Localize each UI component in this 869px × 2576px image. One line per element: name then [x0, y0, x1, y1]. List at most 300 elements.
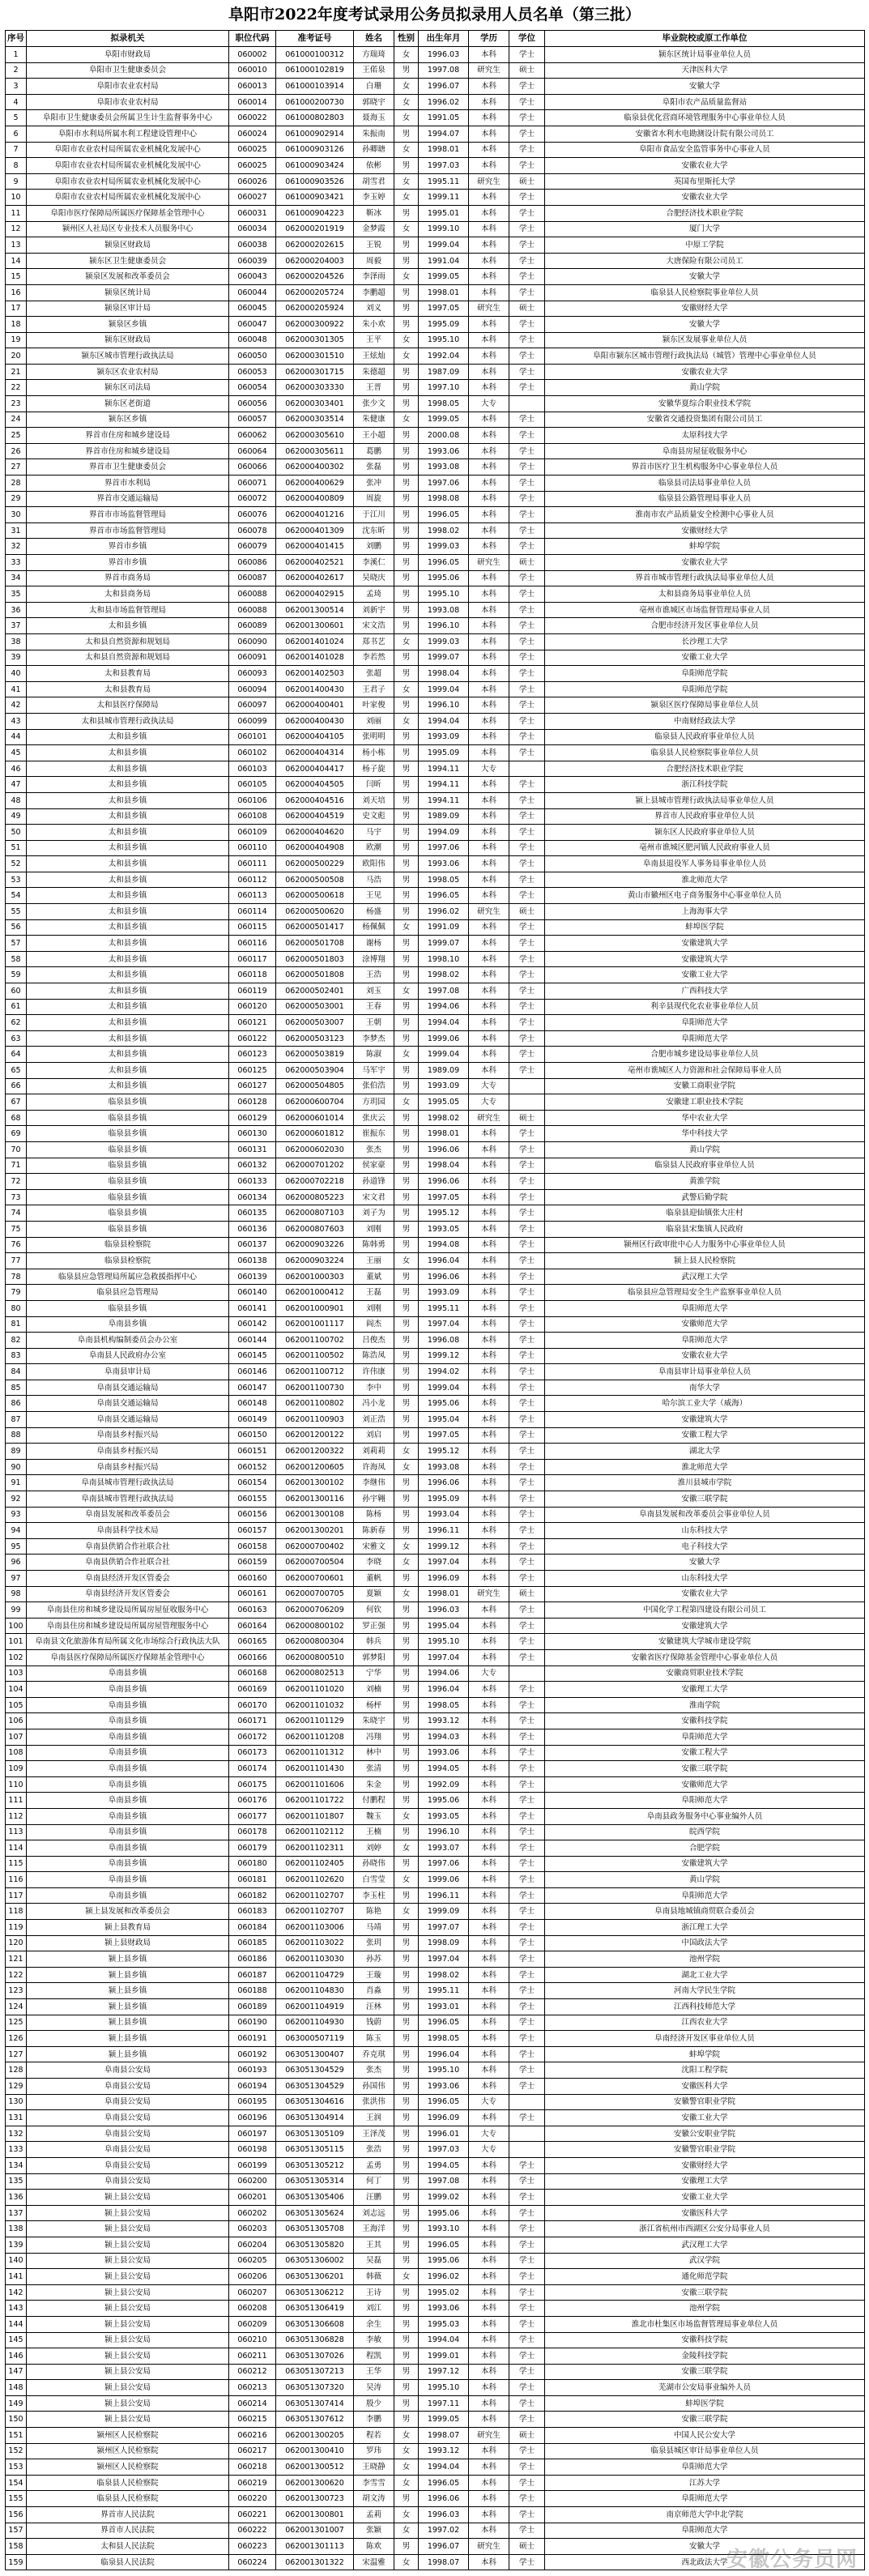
cell-name: 聂海玉	[354, 110, 394, 126]
cell-school: 临泉县迎仙镇张大庄村	[545, 1205, 865, 1222]
cell-birth: 1991.05	[419, 110, 469, 126]
cell-seq: 102	[6, 1649, 27, 1665]
cell-school: 阜阳师范学院	[545, 666, 865, 682]
cell-sex: 男	[394, 2142, 419, 2158]
cell-seq: 138	[6, 2221, 27, 2237]
cell-degree: 学士	[509, 825, 545, 841]
cell-unit: 阜阳市农业农村局	[27, 79, 229, 95]
cell-seq: 110	[6, 1776, 27, 1793]
cell-degree: 学士	[509, 1158, 545, 1174]
cell-seq: 90	[6, 1459, 27, 1475]
table-row	[6, 190, 865, 206]
cell-position-code: 060113	[229, 888, 276, 904]
cell-name: 周毅	[354, 253, 394, 269]
cell-sex: 男	[394, 253, 419, 269]
table-row	[6, 94, 865, 110]
cell-position-code: 060218	[229, 2459, 276, 2476]
cell-name: 韩薇	[354, 2269, 394, 2285]
cell-sex: 男	[394, 1761, 419, 1777]
cell-position-code: 060045	[229, 301, 276, 317]
table-row	[6, 1094, 865, 1111]
cell-name: 李泽雨	[354, 269, 394, 285]
table-row	[6, 269, 865, 285]
cell-education: 本科	[469, 522, 509, 539]
cell-sex: 女	[394, 269, 419, 285]
cell-sex: 男	[394, 872, 419, 888]
cell-school: 中南财经政法大学	[545, 713, 865, 729]
table-row	[6, 1697, 865, 1713]
cell-education: 本科	[469, 332, 509, 348]
cell-education: 本科	[469, 1030, 509, 1047]
cell-name: 何钦	[354, 1602, 394, 1619]
cell-school: 安徽公安职业学院	[545, 2126, 865, 2142]
cell-birth: 1998.02	[419, 522, 469, 539]
cell-name: 吕俊杰	[354, 1333, 394, 1349]
cell-education: 本科	[469, 1189, 509, 1205]
cell-birth: 1997.10	[419, 380, 469, 396]
cell-position-code: 060172	[229, 1729, 276, 1745]
header-birth: 出生年月	[419, 31, 469, 47]
cell-birth: 1994.04	[419, 1015, 469, 1031]
cell-unit: 临泉县乡镇	[27, 1094, 229, 1111]
cell-unit: 太和县教育局	[27, 666, 229, 682]
cell-education: 本科	[469, 2269, 509, 2285]
cell-exam-number: 061000904223	[276, 205, 354, 221]
cell-name: 何丁	[354, 2173, 394, 2190]
cell-birth: 1995.06	[419, 2205, 469, 2221]
cell-degree: 学士	[509, 2190, 545, 2206]
cell-position-code: 060053	[229, 364, 276, 380]
cell-name: 王平	[354, 332, 394, 348]
cell-unit: 颍上县公安局	[27, 2284, 229, 2301]
cell-degree: 学士	[509, 1951, 545, 1968]
cell-name: 孙苏	[354, 1951, 394, 1968]
cell-seq: 154	[6, 2475, 27, 2491]
cell-exam-number: 062000400401	[276, 697, 354, 714]
cell-sex: 男	[394, 396, 419, 412]
cell-degree: 学士	[509, 2205, 545, 2221]
cell-sex: 男	[394, 476, 419, 492]
cell-seq: 57	[6, 936, 27, 952]
cell-sex: 男	[394, 856, 419, 872]
cell-exam-number: 062001000901	[276, 1300, 354, 1316]
cell-degree: 学士	[509, 1507, 545, 1523]
cell-sex: 男	[394, 729, 419, 745]
cell-school: 安徽警官职业学院	[545, 2094, 865, 2110]
cell-sex: 男	[394, 2190, 419, 2206]
cell-unit: 阜南县文化旅游体育局所属文化市场综合行政执法大队	[27, 1634, 229, 1650]
cell-seq: 88	[6, 1427, 27, 1444]
cell-seq: 65	[6, 1063, 27, 1079]
cell-degree: 学士	[509, 317, 545, 333]
cell-seq: 15	[6, 269, 27, 285]
cell-position-code: 060164	[229, 1618, 276, 1634]
cell-birth: 1989.09	[419, 1063, 469, 1079]
cell-school: 合肥学院	[545, 1840, 865, 1857]
cell-position-code: 060155	[229, 1491, 276, 1508]
cell-exam-number: 062000404620	[276, 825, 354, 841]
table-row	[6, 666, 865, 682]
cell-birth: 1995.01	[419, 205, 469, 221]
table-row	[6, 1586, 865, 1602]
cell-school: 阜阳师范大学	[545, 2523, 865, 2539]
cell-unit: 阜南县公安局	[27, 2142, 229, 2158]
cell-education: 本科	[469, 1999, 509, 2015]
cell-sex: 男	[394, 1174, 419, 1190]
table-row	[6, 237, 865, 254]
table-row	[6, 1935, 865, 1951]
cell-unit: 阜南县交通运输局	[27, 1396, 229, 1412]
cell-position-code: 060215	[229, 2412, 276, 2428]
cell-unit: 阜南县乡镇	[27, 1682, 229, 1698]
cell-position-code: 060110	[229, 840, 276, 856]
cell-position-code: 060152	[229, 1459, 276, 1475]
table-row	[6, 872, 865, 888]
cell-degree: 学士	[509, 1856, 545, 1872]
cell-degree: 学士	[509, 221, 545, 237]
cell-birth: 1993.04	[419, 1507, 469, 1523]
cell-school: 淮南学院	[545, 1697, 865, 1713]
cell-name: 罗正强	[354, 1618, 394, 1634]
cell-exam-number: 062001200122	[276, 1427, 354, 1444]
cell-name: 马军宇	[354, 1063, 394, 1079]
cell-position-code: 060105	[229, 777, 276, 793]
cell-sex: 男	[394, 555, 419, 571]
cell-position-code: 060111	[229, 856, 276, 872]
cell-exam-number: 062001103006	[276, 1920, 354, 1936]
cell-birth: 1996.04	[419, 1682, 469, 1698]
cell-unit: 颍上县公安局	[27, 2332, 229, 2348]
cell-exam-number: 062001200322	[276, 1444, 354, 1460]
cell-school: 皖西学院	[545, 1824, 865, 1840]
table-row	[6, 2507, 865, 2523]
cell-seq: 28	[6, 476, 27, 492]
table-row	[6, 936, 865, 952]
cell-birth: 1994.05	[419, 2157, 469, 2173]
cell-education: 本科	[469, 1713, 509, 1729]
cell-exam-number: 062001104729	[276, 1967, 354, 1983]
cell-unit: 阜南县住房和城乡建设局所属房屋管理服务中心	[27, 1618, 229, 1634]
cell-birth: 1996.03	[419, 47, 469, 63]
cell-position-code: 060166	[229, 1649, 276, 1665]
table-row	[6, 2443, 865, 2459]
cell-education: 本科	[469, 1253, 509, 1269]
cell-education: 本科	[469, 1174, 509, 1190]
cell-sex: 女	[394, 221, 419, 237]
cell-education: 本科	[469, 1427, 509, 1444]
cell-name: 张杰	[354, 1141, 394, 1158]
cell-name: 李继伟	[354, 1475, 394, 1491]
cell-exam-number: 062000601014	[276, 1110, 354, 1126]
cell-sex: 男	[394, 888, 419, 904]
cell-exam-number: 063051304616	[276, 2094, 354, 2110]
cell-name: 王炫灿	[354, 348, 394, 365]
cell-position-code: 060173	[229, 1745, 276, 1761]
cell-education: 本科	[469, 1491, 509, 1508]
cell-birth: 1995.09	[419, 317, 469, 333]
cell-degree: 学士	[509, 888, 545, 904]
cell-school: 河南大学民生学院	[545, 1983, 865, 1999]
cell-school: 安徽农业大学	[545, 1348, 865, 1364]
cell-degree: 学士	[509, 729, 545, 745]
cell-school: 长沙理工大学	[545, 633, 865, 650]
table-row	[6, 443, 865, 459]
cell-education: 研究生	[469, 2428, 509, 2444]
cell-birth: 1989.09	[419, 808, 469, 825]
cell-degree: 学士	[509, 79, 545, 95]
cell-school: 武汉学院	[545, 2253, 865, 2269]
table-row	[6, 1253, 865, 1269]
cell-degree: 学士	[509, 2523, 545, 2539]
cell-name: 涂博翔	[354, 951, 394, 967]
cell-exam-number: 062000401415	[276, 539, 354, 555]
cell-name: 王海洋	[354, 2221, 394, 2237]
table-row	[6, 126, 865, 142]
cell-sex: 男	[394, 364, 419, 380]
cell-name: 史文彪	[354, 808, 394, 825]
cell-seq: 18	[6, 317, 27, 333]
cell-degree: 学士	[509, 2046, 545, 2062]
cell-education: 本科	[469, 412, 509, 428]
cell-name: 朱小欢	[354, 317, 394, 333]
cell-sex: 男	[394, 1935, 419, 1951]
cell-school: 临泉县人民检察院事业单位人员	[545, 284, 865, 301]
cell-sex: 男	[394, 967, 419, 983]
table-row	[6, 1555, 865, 1571]
cell-name: 刘玉	[354, 983, 394, 1000]
cell-school: 山东科技大学	[545, 1571, 865, 1587]
cell-degree: 学士	[509, 2062, 545, 2079]
cell-position-code: 060076	[229, 507, 276, 523]
cell-exam-number: 062000301510	[276, 348, 354, 365]
cell-school: 安徽工业大学	[545, 2190, 865, 2206]
cell-sex: 男	[394, 1887, 419, 1904]
table-row	[6, 2395, 865, 2412]
cell-birth: 1996.04	[419, 1253, 469, 1269]
cell-position-code: 060089	[229, 618, 276, 634]
cell-exam-number: 062001300116	[276, 1491, 354, 1508]
cell-position-code: 060101	[229, 729, 276, 745]
cell-school: 安徽建筑大学	[545, 936, 865, 952]
table-row	[6, 999, 865, 1015]
cell-sex: 男	[394, 2412, 419, 2428]
cell-school: 安徽工业大学	[545, 967, 865, 983]
cell-unit: 太和县乡镇	[27, 1015, 229, 1031]
cell-sex: 女	[394, 1904, 419, 1920]
cell-school: 临泉县公路管理局事业人员	[545, 491, 865, 507]
cell-exam-number: 063051304529	[276, 2079, 354, 2095]
cell-seq: 111	[6, 1793, 27, 1809]
cell-name: 孙宇翱	[354, 1491, 394, 1508]
cell-education: 本科	[469, 1793, 509, 1809]
cell-unit: 阜南县乡镇	[27, 1887, 229, 1904]
cell-name: 韩兵	[354, 1634, 394, 1650]
cell-education: 大专	[469, 396, 509, 412]
cell-birth: 1996.10	[419, 697, 469, 714]
cell-position-code: 060043	[229, 269, 276, 285]
cell-unit: 颍上县公安局	[27, 2237, 229, 2253]
cell-unit: 颍州区人民检察院	[27, 2443, 229, 2459]
cell-position-code: 060038	[229, 237, 276, 254]
cell-birth: 1995.06	[419, 1396, 469, 1412]
cell-education: 本科	[469, 1649, 509, 1665]
cell-unit: 太和县乡镇	[27, 904, 229, 920]
cell-degree: 学士	[509, 1745, 545, 1761]
cell-sex: 男	[394, 1269, 419, 1285]
table-row	[6, 1840, 865, 1857]
cell-school: 颍东区统计局事业单位人员	[545, 47, 865, 63]
cell-birth: 1996.09	[419, 2110, 469, 2126]
cell-unit: 颍上县乡镇	[27, 2031, 229, 2047]
cell-unit: 太和县乡镇	[27, 777, 229, 793]
header-seq: 序号	[6, 31, 27, 47]
cell-name: 张明明	[354, 729, 394, 745]
cell-exam-number: 063051305212	[276, 2157, 354, 2173]
cell-education: 本科	[469, 697, 509, 714]
cell-position-code: 060146	[229, 1364, 276, 1380]
cell-seq: 70	[6, 1141, 27, 1158]
cell-unit: 阜南县供销合作社联合社	[27, 1538, 229, 1555]
cell-unit: 临泉县乡镇	[27, 1205, 229, 1222]
table-row	[6, 2380, 865, 2396]
cell-school: 颍东区人民政府事业单位人员	[545, 825, 865, 841]
table-row	[6, 570, 865, 586]
cell-degree: 学士	[509, 1380, 545, 1396]
cell-seq: 124	[6, 1999, 27, 2015]
cell-birth: 1998.07	[419, 2554, 469, 2570]
cell-birth: 1999.05	[419, 2412, 469, 2428]
table-row	[6, 650, 865, 666]
cell-sex: 女	[394, 332, 419, 348]
cell-birth: 1995.12	[419, 1444, 469, 1460]
cell-unit: 太和县自然资源和规划局	[27, 650, 229, 666]
cell-seq: 101	[6, 1634, 27, 1650]
cell-degree: 学士	[509, 2443, 545, 2459]
cell-school: 安徽建筑大学	[545, 1618, 865, 1634]
cell-sex: 男	[394, 2284, 419, 2301]
cell-name: 朱振南	[354, 126, 394, 142]
cell-unit: 太和县乡镇	[27, 1030, 229, 1047]
cell-exam-number: 063051307026	[276, 2348, 354, 2365]
cell-seq: 80	[6, 1300, 27, 1316]
cell-birth: 1998.02	[419, 1110, 469, 1126]
cell-unit: 界首市乡镇	[27, 555, 229, 571]
table-row	[6, 2046, 865, 2062]
cell-seq: 23	[6, 396, 27, 412]
cell-position-code: 060149	[229, 1412, 276, 1428]
header-school: 毕业院校或原工作单位	[545, 31, 865, 47]
cell-sex: 男	[394, 2253, 419, 2269]
cell-education: 本科	[469, 1444, 509, 1460]
table-row	[6, 1602, 865, 1619]
cell-sex: 男	[394, 1824, 419, 1840]
cell-name: 罗玮	[354, 2443, 394, 2459]
cell-exam-number: 062001104919	[276, 1999, 354, 2015]
cell-education: 本科	[469, 1348, 509, 1364]
cell-seq: 9	[6, 173, 27, 190]
cell-seq: 79	[6, 1285, 27, 1301]
cell-education: 本科	[469, 2491, 509, 2507]
table-row	[6, 301, 865, 317]
cell-sex: 男	[394, 2173, 419, 2190]
cell-position-code: 060088	[229, 602, 276, 618]
cell-degree	[509, 761, 545, 777]
cell-education: 本科	[469, 650, 509, 666]
cell-degree: 学士	[509, 1887, 545, 1904]
cell-seq: 134	[6, 2157, 27, 2173]
cell-sex: 男	[394, 1697, 419, 1713]
cell-sex: 男	[394, 999, 419, 1015]
cell-degree: 学士	[509, 586, 545, 603]
cell-name: 胡文涛	[354, 2491, 394, 2507]
cell-sex: 男	[394, 522, 419, 539]
cell-sex: 女	[394, 2428, 419, 2444]
cell-school: 黄淮学院	[545, 1174, 865, 1190]
cell-school: 阜阳师范大学	[545, 2459, 865, 2476]
cell-birth: 1996.05	[419, 507, 469, 523]
table-row	[6, 2253, 865, 2269]
cell-position-code: 060168	[229, 1665, 276, 1682]
cell-education: 本科	[469, 142, 509, 158]
cell-seq: 39	[6, 650, 27, 666]
cell-school: 阜阳师范大学	[545, 1887, 865, 1904]
cell-school: 江西农业大学	[545, 2015, 865, 2031]
cell-position-code: 060203	[229, 2221, 276, 2237]
cell-unit: 阜南县乡镇	[27, 1872, 229, 1888]
table-row	[6, 173, 865, 190]
cell-unit: 颍州区人社局区专业技术人员服务中心	[27, 221, 229, 237]
cell-education: 本科	[469, 777, 509, 793]
cell-birth: 1993.06	[419, 1745, 469, 1761]
cell-degree	[509, 2094, 545, 2110]
cell-position-code: 060056	[229, 396, 276, 412]
cell-school: 安徽警官职业学院	[545, 2142, 865, 2158]
cell-exam-number: 062000807103	[276, 1205, 354, 1222]
cell-unit: 阜南县乡镇	[27, 1697, 229, 1713]
table-row	[6, 428, 865, 444]
table-row	[6, 1761, 865, 1777]
cell-school: 亳州市谯城区人力资源和社会保障局事业人员	[545, 1063, 865, 1079]
cell-school: 江西科技师范大学	[545, 1999, 865, 2015]
cell-sex: 男	[394, 301, 419, 317]
cell-seq: 144	[6, 2316, 27, 2332]
cell-degree: 学士	[509, 476, 545, 492]
cell-name: 陈韩勇	[354, 1237, 394, 1253]
cell-birth: 1997.06	[419, 840, 469, 856]
cell-position-code: 060199	[229, 2157, 276, 2173]
cell-degree: 学士	[509, 1348, 545, 1364]
cell-school: 安徽工程大学	[545, 1745, 865, 1761]
header-unit: 拟录机关	[27, 31, 229, 47]
cell-degree: 硕士	[509, 904, 545, 920]
cell-seq: 145	[6, 2332, 27, 2348]
cell-degree: 硕士	[509, 62, 545, 79]
cell-school: 安徽建筑大学城市建设学院	[545, 1634, 865, 1650]
cell-seq: 119	[6, 1920, 27, 1936]
cell-name: 刘鹏	[354, 539, 394, 555]
cell-birth: 1993.06	[419, 443, 469, 459]
cell-degree: 硕士	[509, 2428, 545, 2444]
cell-seq: 129	[6, 2079, 27, 2095]
cell-seq: 104	[6, 1682, 27, 1698]
cell-sex: 男	[394, 205, 419, 221]
cell-sex: 女	[394, 2443, 419, 2459]
cell-exam-number: 061000102819	[276, 62, 354, 79]
cell-degree: 硕士	[509, 1110, 545, 1126]
cell-position-code: 060221	[229, 2507, 276, 2523]
table-row	[6, 681, 865, 697]
cell-birth: 1998.02	[419, 1967, 469, 1983]
